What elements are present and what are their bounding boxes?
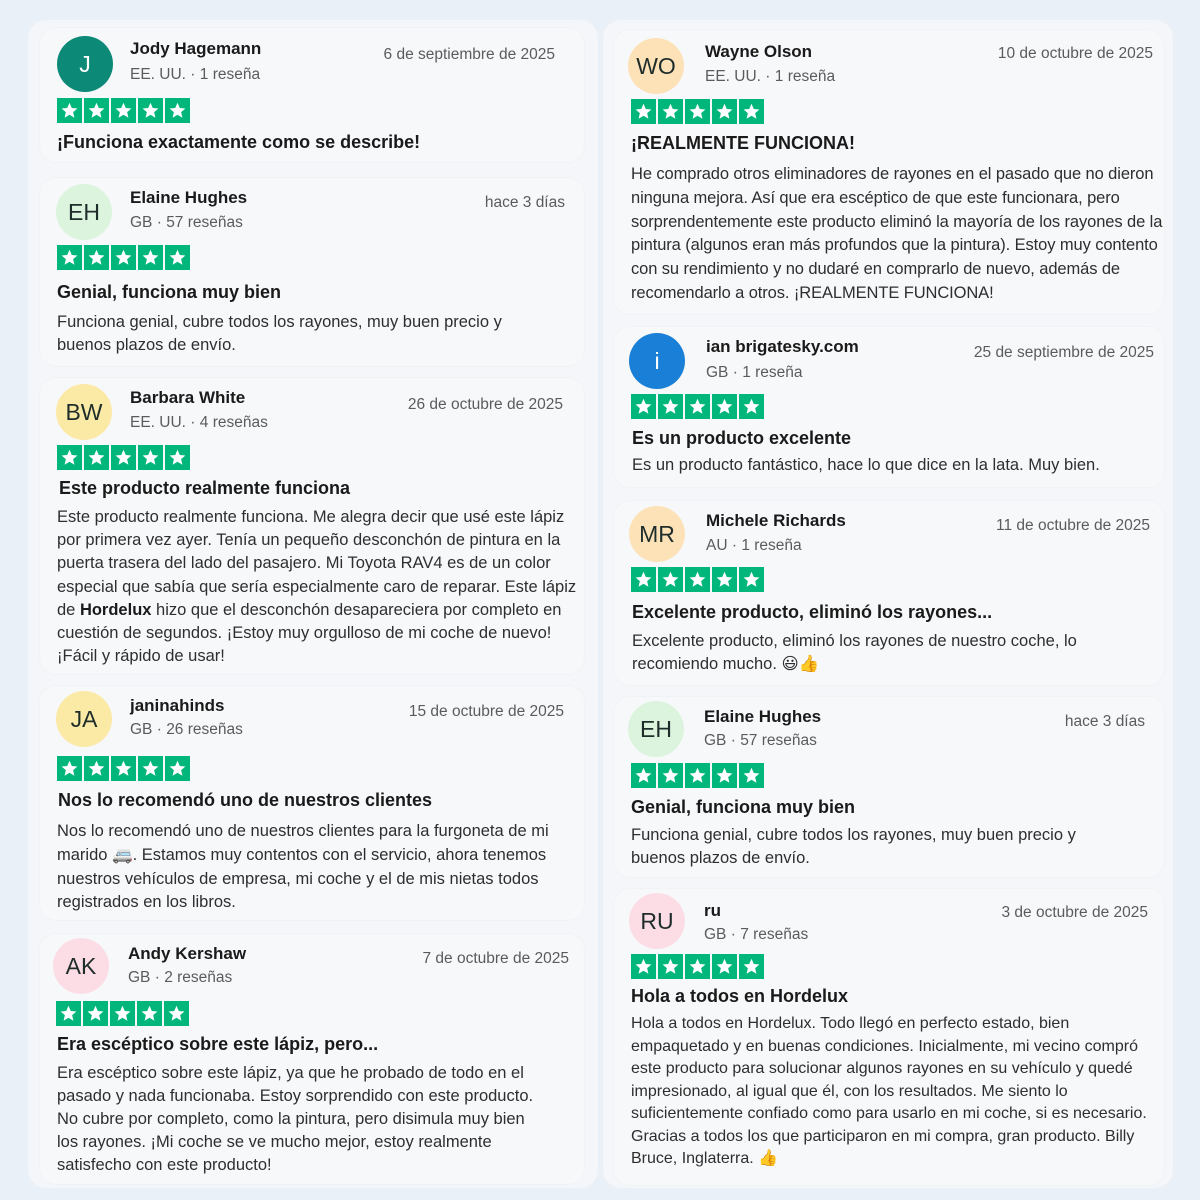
- star-icon: [712, 567, 737, 592]
- reviewer-review-count: 1 reseña: [742, 364, 803, 381]
- review-date: 10 de octubre de 2025: [997, 45, 1153, 62]
- star-icon: [164, 1001, 189, 1026]
- reviewer-meta: EE. UU. · 1 reseña: [130, 66, 261, 83]
- review-title[interactable]: Es un producto excelente: [632, 428, 852, 448]
- review-title[interactable]: Nos lo recomendó uno de nuestros clientes: [58, 790, 433, 810]
- star-icon: [111, 756, 136, 781]
- reviewer-review-count: 1 reseña: [774, 68, 836, 85]
- star-icon: [658, 567, 683, 592]
- reviewer-avatar[interactable]: [56, 384, 112, 440]
- review-date: hace 3 días: [484, 194, 565, 211]
- reviewer-avatar[interactable]: [628, 701, 684, 757]
- star-icon: [658, 954, 683, 979]
- review-card: [614, 697, 1164, 877]
- avatar-initials: WO: [636, 52, 676, 79]
- star-rating: [631, 394, 764, 419]
- review-body: Nos lo recomendó uno de nuestros clientes para la furgoneta de mi marido 🚐. Estamos muy contentos con el servicio, ahora tenemos nuestros vehículos de empresa, mi coche y el de mis nietas todos registrados en los libros.: [57, 822, 549, 912]
- star-icon: [138, 98, 163, 123]
- reviewer-name[interactable]: Andy Kershaw: [128, 944, 247, 963]
- star-rating: [631, 99, 764, 124]
- reviewer-review-count: 2 reseñas: [164, 969, 233, 986]
- review-date: 26 de octubre de 2025: [407, 396, 563, 413]
- reviewer-name[interactable]: Barbara White: [130, 388, 246, 407]
- star-icon: [165, 445, 190, 470]
- avatar-initials: EH: [640, 715, 672, 742]
- reviewer-country: EE. UU.: [705, 68, 761, 85]
- review-title[interactable]: Este producto realmente funciona: [59, 478, 351, 498]
- reviewer-meta: GB · 7 reseñas: [704, 926, 809, 943]
- review-date: 25 de septiembre de 2025: [973, 344, 1154, 361]
- review-title[interactable]: ¡Funciona exactamente como se describe!: [57, 132, 421, 152]
- review-body: Funciona genial, cubre todos los rayones, muy buen precio y buenos plazos de envío.: [57, 313, 502, 355]
- reviewer-country: GB: [128, 969, 151, 986]
- star-icon: [631, 954, 656, 979]
- reviewer-avatar[interactable]: [628, 38, 684, 94]
- review-date: 11 de octubre de 2025: [996, 517, 1150, 534]
- reviewer-avatar[interactable]: [57, 36, 113, 92]
- star-icon: [165, 756, 190, 781]
- reviewer-name[interactable]: ru: [704, 901, 721, 920]
- reviewer-review-count: 57 reseñas: [166, 214, 243, 231]
- star-icon: [712, 394, 737, 419]
- review-body-text: Este producto realmente funciona. Me alegra decir que usé este lápiz por primera vez ayer. Tenía un pequeño desconchón de pintura en la puerta trasera del lado del pasajero. Mi Toyota RAV4 es de un color especial que sabía que sería especialmente caro de reparar. Este lápiz de: [57, 508, 577, 619]
- star-icon: [137, 1001, 162, 1026]
- review-card: [614, 327, 1164, 487]
- star-icon: [57, 445, 82, 470]
- star-icon: [138, 756, 163, 781]
- star-icon: [138, 445, 163, 470]
- avatar-initials: BW: [65, 398, 103, 425]
- avatar-initials: i: [654, 347, 660, 374]
- reviewer-name[interactable]: Wayne Olson: [705, 42, 813, 61]
- review-body: Funciona genial, cubre todos los rayones, muy buen precio y buenos plazos de envío.: [631, 826, 1076, 868]
- review-title[interactable]: Hola a todos en Hordelux: [631, 986, 849, 1006]
- star-rating: [57, 445, 190, 470]
- star-icon: [685, 567, 710, 592]
- reviewer-avatar[interactable]: [629, 333, 685, 389]
- reviewer-name[interactable]: ian brigatesky.com: [706, 337, 859, 356]
- reviewer-country: GB: [130, 721, 153, 738]
- star-icon: [658, 394, 683, 419]
- review-body: He comprado otros eliminadores de rayones en el pasado que no dieron ninguna mejora. Así que era escéptico de que este funcionara, pero sorprendentemente este producto eliminó la mayoría de los rayones de la pintura (algunos eran más profundos que la pintura). Estoy muy contento con su rendimiento y no dudaré en comprarlo de nuevo, además de recomendarlo a otros. ¡REALMENTE FUNCIONA!: [631, 165, 1163, 302]
- reviewer-name[interactable]: Jody Hagemann: [130, 39, 262, 58]
- star-icon: [685, 954, 710, 979]
- reviewer-avatar[interactable]: [56, 184, 112, 240]
- star-icon: [111, 245, 136, 270]
- star-rating: [631, 567, 764, 592]
- avatar-initials: RU: [640, 907, 674, 934]
- reviewer-country: EE. UU.: [130, 66, 186, 83]
- star-rating: [57, 245, 190, 270]
- reviewer-avatar[interactable]: [53, 938, 109, 994]
- review-date: 7 de octubre de 2025: [422, 950, 569, 967]
- review-date: hace 3 días: [1064, 713, 1145, 730]
- star-icon: [57, 98, 82, 123]
- reviewer-review-count: 4 reseñas: [199, 414, 268, 431]
- star-icon: [712, 763, 737, 788]
- review-title[interactable]: Genial, funciona muy bien: [57, 282, 282, 302]
- reviewer-country: GB: [130, 214, 153, 231]
- review-body: [57, 506, 582, 668]
- reviewer-meta: GB · 2 reseñas: [128, 969, 233, 986]
- reviewer-country: GB: [704, 732, 727, 749]
- reviewer-country: GB: [704, 926, 727, 943]
- reviewer-meta: GB · 26 reseñas: [130, 721, 243, 738]
- star-rating: [631, 954, 764, 979]
- review-date: 6 de septiembre de 2025: [383, 46, 555, 63]
- avatar-initials: MR: [639, 520, 675, 547]
- star-icon: [84, 98, 109, 123]
- review-card: [40, 378, 584, 674]
- reviewer-avatar[interactable]: [629, 893, 685, 949]
- reviewer-meta: GB · 57 reseñas: [130, 214, 243, 231]
- star-icon: [84, 445, 109, 470]
- reviewer-review-count: 7 reseñas: [740, 926, 809, 943]
- review-body-text: hizo que el desconchón desapareciera por completo en cuestión de segundos. ¡Estoy muy orgulloso de mi coche de nuevo! ¡Fácil y rápido de usar!: [57, 600, 562, 666]
- reviewer-country: EE. UU.: [130, 414, 186, 431]
- review-card: [614, 30, 1164, 314]
- star-icon: [631, 99, 656, 124]
- star-icon: [631, 567, 656, 592]
- reviewer-review-count: 1 reseña: [199, 66, 261, 83]
- star-icon: [138, 245, 163, 270]
- star-icon: [658, 99, 683, 124]
- star-icon: [165, 98, 190, 123]
- reviewer-name[interactable]: Elaine Hughes: [704, 707, 822, 726]
- review-date: 3 de octubre de 2025: [1001, 904, 1148, 921]
- reviewer-meta: GB · 57 reseñas: [704, 732, 817, 749]
- star-icon: [712, 99, 737, 124]
- star-icon: [685, 394, 710, 419]
- star-icon: [658, 763, 683, 788]
- avatar-initials: AK: [65, 952, 97, 979]
- star-rating: [631, 763, 764, 788]
- review-title[interactable]: Excelente producto, eliminó los rayones...: [632, 602, 993, 622]
- reviewer-meta: EE. UU. · 1 reseña: [705, 68, 836, 85]
- reviewer-country: GB: [706, 364, 729, 381]
- star-icon: [739, 567, 764, 592]
- star-icon: [111, 98, 136, 123]
- review-title[interactable]: Era escéptico sobre este lápiz, pero...: [57, 1034, 379, 1054]
- brand-name: Hordelux: [79, 600, 152, 619]
- star-icon: [57, 245, 82, 270]
- star-icon: [165, 245, 190, 270]
- star-icon: [712, 954, 737, 979]
- star-icon: [56, 1001, 81, 1026]
- star-icon: [739, 763, 764, 788]
- avatar-initials: EH: [68, 198, 100, 225]
- review-card: [40, 178, 584, 366]
- reviewer-review-count: 57 reseñas: [740, 732, 817, 749]
- star-icon: [739, 394, 764, 419]
- review-card: [40, 686, 584, 920]
- review-body: Hola a todos en Hordelux. Todo llegó en perfecto estado, bien empaquetado y en buenas condiciones. Inicialmente, mi vecino compró este producto para solucionar algunos rayones en su vehículo y quedé impresionado, al igual que él, con los resultados. Me siento lo suficientemente confiado como para usarlo en mi coche, si es necesario. Gracias a todos los que participaron en mi compra, gran producto. Billy Bruce, Inglaterra. 👍: [631, 1015, 1147, 1167]
- review-date: 15 de octubre de 2025: [408, 703, 564, 720]
- star-icon: [631, 763, 656, 788]
- review-body: Excelente producto, eliminó los rayones de nuestro coche, lo recomiendo mucho. 😃👍: [632, 632, 1077, 674]
- review-title[interactable]: Genial, funciona muy bien: [631, 797, 856, 817]
- star-icon: [685, 763, 710, 788]
- review-title[interactable]: ¡REALMENTE FUNCIONA!: [631, 133, 855, 153]
- star-rating: [57, 98, 190, 123]
- star-icon: [83, 1001, 108, 1026]
- reviewer-avatar[interactable]: [629, 506, 685, 562]
- reviewer-name[interactable]: Elaine Hughes: [130, 188, 248, 207]
- reviewer-meta: GB · 1 reseña: [706, 364, 803, 381]
- reviewer-name[interactable]: Michele Richards: [706, 511, 846, 530]
- review-body: Era escéptico sobre este lápiz, ya que he probado de todo en el pasado y nada funcionaba. Estoy sorprendido con este producto. No cubre por completo, como la pintura, pero disimula muy bien los rayones. ¡Mi coche se ve mucho mejor, estoy realmente satisfecho con este producto!: [57, 1064, 534, 1174]
- review-card: [614, 889, 1164, 1185]
- star-rating: [56, 1001, 189, 1026]
- review-body: Es un producto fantástico, hace lo que dice en la lata. Muy bien.: [632, 456, 1100, 474]
- star-icon: [631, 394, 656, 419]
- avatar-initials: JA: [70, 705, 98, 732]
- star-icon: [111, 445, 136, 470]
- star-icon: [110, 1001, 135, 1026]
- star-icon: [84, 756, 109, 781]
- star-icon: [57, 756, 82, 781]
- reviewer-meta: EE. UU. · 4 reseñas: [130, 414, 268, 431]
- review-card: [614, 501, 1164, 685]
- star-icon: [84, 245, 109, 270]
- reviewer-review-count: 1 reseña: [741, 537, 802, 554]
- star-icon: [685, 99, 710, 124]
- review-card: [40, 934, 584, 1184]
- reviewer-meta: AU · 1 reseña: [706, 537, 802, 554]
- reviewer-country: AU: [706, 537, 728, 554]
- review-card: [40, 28, 584, 162]
- reviewer-name[interactable]: janinahinds: [130, 696, 225, 715]
- star-icon: [739, 954, 764, 979]
- reviewer-avatar[interactable]: [56, 691, 112, 747]
- avatar-initials: J: [79, 50, 91, 77]
- reviewer-review-count: 26 reseñas: [166, 721, 243, 738]
- star-icon: [739, 99, 764, 124]
- star-rating: [57, 756, 190, 781]
